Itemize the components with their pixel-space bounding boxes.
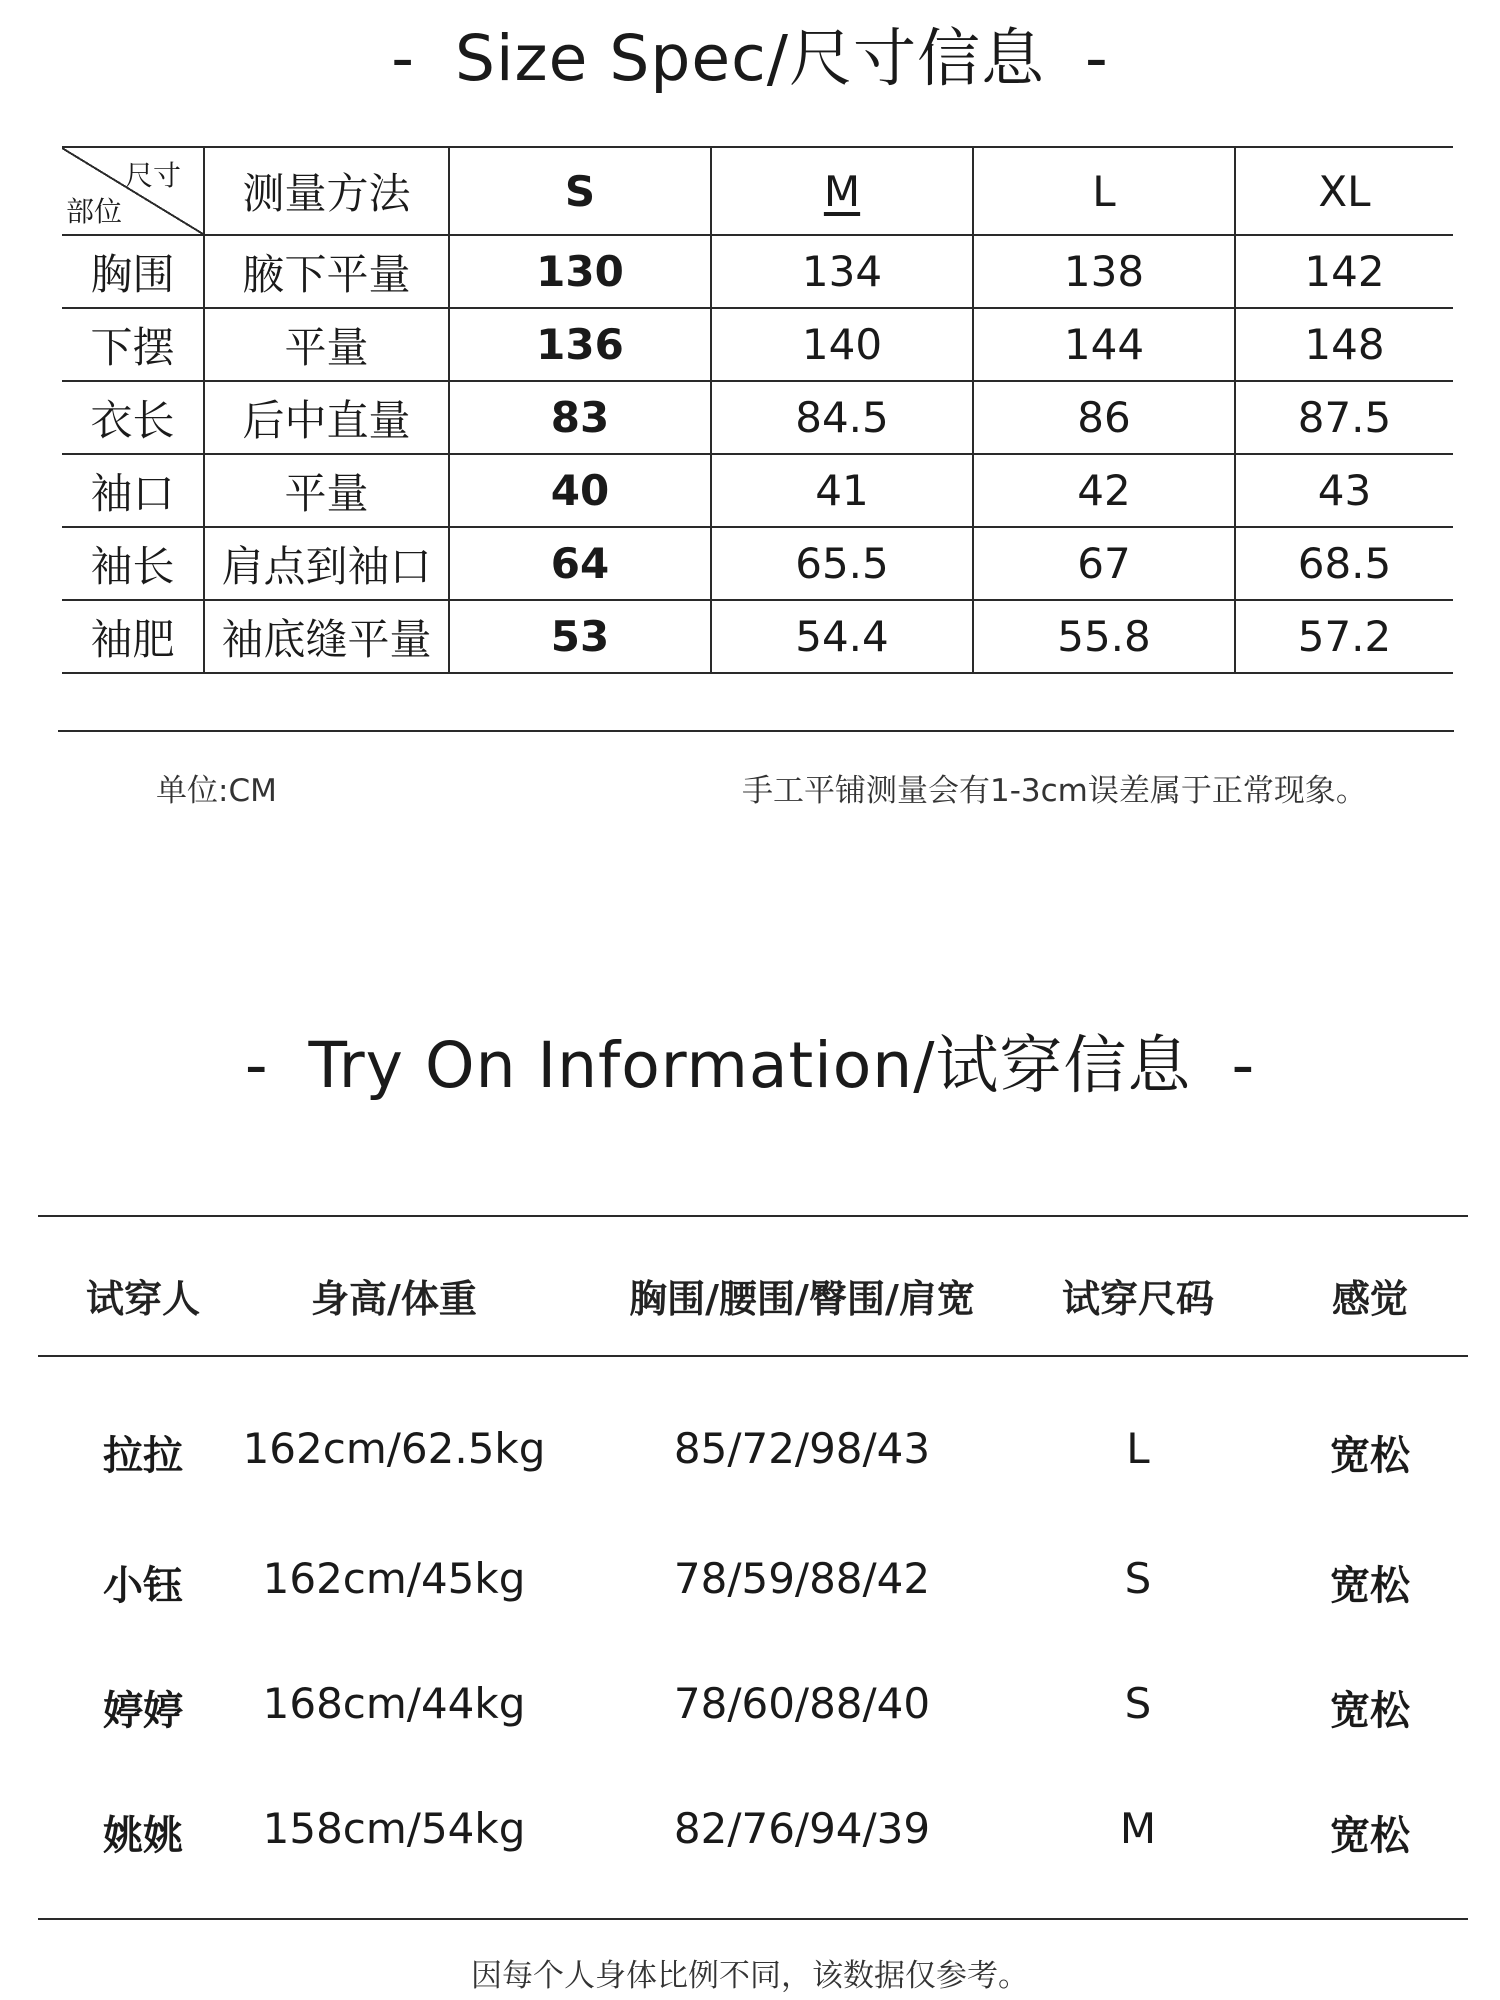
size-table-row [62,527,1453,600]
corner-part-label: 部位 [66,195,123,228]
value-cell-xl: 87.5 [1235,381,1453,454]
divider [38,1355,1468,1357]
title-dash: - [244,1029,269,1102]
tester-name: 姚姚 [103,1813,183,1859]
value-cell-l: 86 [973,381,1235,454]
height-weight: 168cm/44kg [262,1679,526,1728]
value-cell-m: 41 [711,454,973,527]
measurements: 85/72/98/43 [673,1424,931,1473]
part-cell: 胸围 [62,235,204,308]
divider [38,1215,1468,1217]
feel: 宽松 [1330,1813,1410,1859]
try-on-row [38,1679,1468,1739]
method-cell: 平量 [204,308,449,381]
try-on-row [38,1554,1468,1614]
method-cell: 后中直量 [204,381,449,454]
corner-size-label: 尺寸 [124,159,181,192]
size-spec-table [62,146,1453,674]
value-cell-m: 134 [711,235,973,308]
size-spec-title [0,8,1500,99]
try-size: M [1119,1804,1157,1853]
value-cell-l: 138 [973,235,1235,308]
divider [58,730,1454,732]
title-dash: - [1231,1029,1256,1102]
size-header-m: M [711,147,973,235]
method-cell: 袖底缝平量 [204,600,449,673]
value-cell-xl: 57.2 [1235,600,1453,673]
error-note: 手工平铺测量会有1-3cm误差属于正常现象。 [742,773,1367,809]
feel: 宽松 [1330,1433,1410,1479]
size-table-header-row [62,147,1453,235]
tester-name: 小钰 [103,1563,183,1609]
value-cell-xl: 148 [1235,308,1453,381]
header-measurements: 胸围/腰围/臀围/肩宽 [629,1277,975,1321]
try-on-title-text: Try On Information/试穿信息 [308,1029,1192,1102]
part-cell: 袖肥 [62,600,204,673]
value-cell-m: 65.5 [711,527,973,600]
value-cell-xl: 43 [1235,454,1453,527]
size-table-row [62,308,1453,381]
try-on-row [38,1804,1468,1864]
part-cell: 衣长 [62,381,204,454]
feel: 宽松 [1330,1688,1410,1734]
height-weight: 162cm/45kg [262,1554,526,1603]
try-size: L [1126,1424,1150,1473]
method-cell: 腋下平量 [204,235,449,308]
value-cell-s: 136 [449,308,711,381]
value-cell-s: 40 [449,454,711,527]
value-cell-l: 42 [973,454,1235,527]
value-cell-xl: 68.5 [1235,527,1453,600]
try-on-header-row [38,1268,1468,1328]
size-table-row [62,381,1453,454]
unit-note: 单位:CM [156,773,277,809]
try-size: S [1124,1679,1152,1728]
divider [38,1918,1468,1920]
part-cell: 袖长 [62,527,204,600]
value-cell-m: 140 [711,308,973,381]
value-cell-xl: 142 [1235,235,1453,308]
method-cell: 平量 [204,454,449,527]
value-cell-m: 54.4 [711,600,973,673]
measurements: 78/59/88/42 [673,1554,931,1603]
size-table-row [62,235,1453,308]
tester-name: 婷婷 [103,1688,183,1734]
tester-name: 拉拉 [103,1433,183,1479]
value-cell-s: 64 [449,527,711,600]
header-feel: 感觉 [1331,1277,1409,1321]
height-weight: 162cm/62.5kg [242,1424,546,1473]
part-cell: 下摆 [62,308,204,381]
value-cell-l: 144 [973,308,1235,381]
feel: 宽松 [1330,1563,1410,1609]
value-cell-m: 84.5 [711,381,973,454]
size-header-l: L [973,147,1235,235]
try-on-row [38,1424,1468,1484]
try-size: S [1124,1554,1152,1603]
header-try-size: 试穿尺码 [1061,1277,1215,1321]
title-dash: - [1084,22,1109,95]
part-cell: 袖口 [62,454,204,527]
size-spec-title-text: Size Spec/尺寸信息 [455,22,1045,95]
measurements: 82/76/94/39 [673,1804,931,1853]
footer-note: 因每个人身体比例不同，该数据仅参考。 [471,1958,1029,1994]
method-header: 测量方法 [204,147,449,235]
size-header-s: S [449,147,711,235]
value-cell-l: 55.8 [973,600,1235,673]
measurements: 78/60/88/40 [673,1679,931,1728]
value-cell-l: 67 [973,527,1235,600]
value-cell-s: 83 [449,381,711,454]
size-table-row [62,600,1453,673]
header-tester: 试穿人 [85,1277,201,1321]
method-cell: 肩点到袖口 [204,527,449,600]
title-dash: - [391,22,416,95]
value-cell-s: 53 [449,600,711,673]
corner-cell [62,147,204,235]
header-height-weight: 身高/体重 [311,1277,477,1321]
size-table-row [62,454,1453,527]
size-header-xl: XL [1235,147,1453,235]
value-cell-s: 130 [449,235,711,308]
height-weight: 158cm/54kg [262,1804,526,1853]
try-on-title [0,1015,1500,1106]
